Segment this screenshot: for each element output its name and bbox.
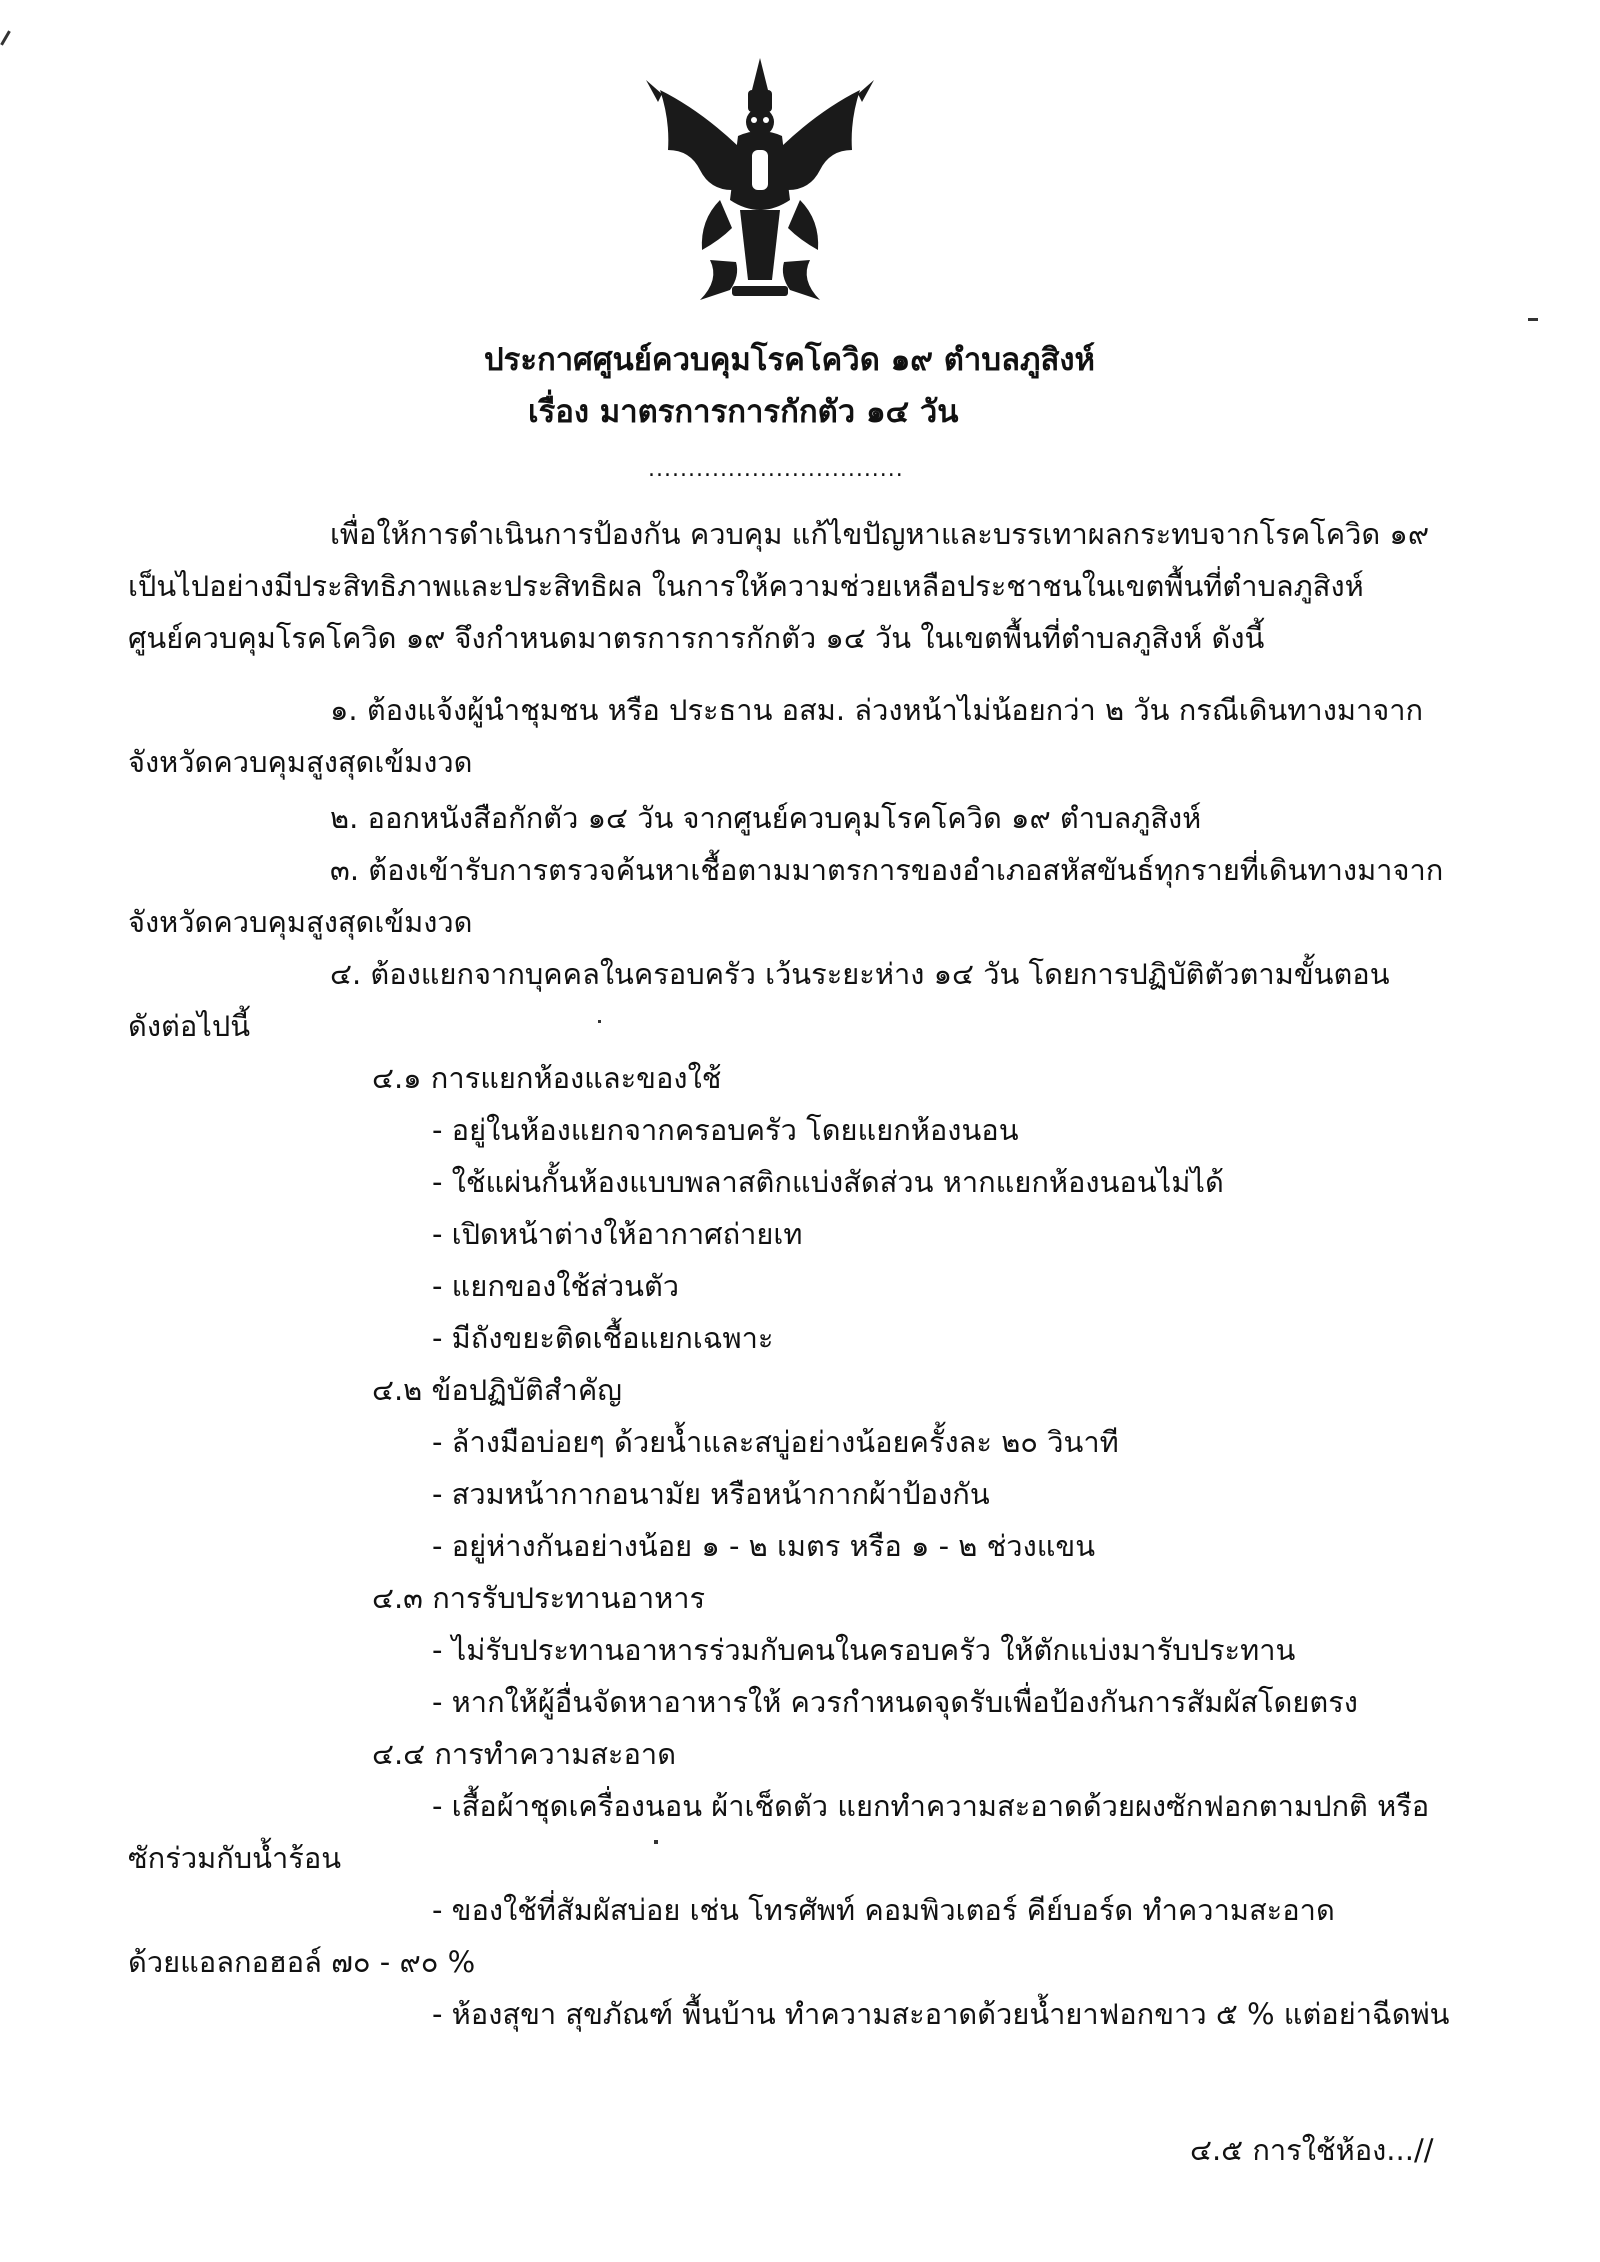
title-separator: ................................ (648, 457, 904, 482)
section-4-3-bullet: - ไม่รับประทานอาหารร่วมกับคนในครอบครัว ให้ตักแบ่งมารับประทาน (432, 1633, 1296, 1667)
item-4-line-1: ๔. ต้องแยกจากบุคคลในครอบครัว เว้นระยะห่าง ๑๔ วัน โดยการปฏิบัติตัวตามขั้นตอน (330, 957, 1390, 991)
scan-speck (654, 1840, 658, 1844)
section-4-4-bullet: - ของใช้ที่สัมผัสบ่อย เช่น โทรศัพท์ คอมพิวเตอร์ คีย์บอร์ด ทำความสะอาด (432, 1893, 1335, 1927)
section-4-1-bullet: - เปิดหน้าต่างให้อากาศถ่ายเท (432, 1217, 803, 1251)
section-4-2-heading: ๔.๒ ข้อปฏิบัติสำคัญ (372, 1373, 622, 1407)
intro-line-1: เพื่อให้การดำเนินการป้องกัน ควบคุม แก้ไขปัญหาและบรรเทาผลกระทบจากโรคโควิด ๑๙ (330, 517, 1430, 551)
item-1-line-1: ๑. ต้องแจ้งผู้นำชุมชน หรือ ประธาน อสม. ล่วงหน้าไม่น้อยกว่า ๒ วัน กรณีเดินทางมาจาก (330, 693, 1424, 727)
section-4-4-bullet-cont: ซักร่วมกับน้ำร้อน (128, 1841, 342, 1875)
scan-speck (1528, 318, 1538, 321)
section-4-1-heading: ๔.๑ การแยกห้องและของใช้ (372, 1061, 722, 1095)
section-4-2-bullet: - อยู่ห่างกันอย่างน้อย ๑ - ๒ เมตร หรือ ๑ - ๒ ช่วงแขน (432, 1529, 1096, 1563)
announcement-subject: เรื่อง มาตรการการกักตัว ๑๔ วัน (528, 394, 959, 430)
page-continuation: ๔.๕ การใช้ห้อง...// (1190, 2133, 1434, 2167)
section-4-2-bullet: - สวมหน้ากากอนามัย หรือหน้ากากผ้าป้องกัน (432, 1477, 990, 1511)
section-4-1-bullet: - อยู่ในห้องแยกจากครอบครัว โดยแยกห้องนอน (432, 1113, 1019, 1147)
item-3-line-2: จังหวัดควบคุมสูงสุดเข้มงวด (128, 905, 473, 939)
item-4-line-2: ดังต่อไปนี้ (128, 1009, 251, 1043)
section-4-4-bullet-cont: ด้วยแอลกอฮอล์ ๗๐ - ๙๐ % (128, 1945, 476, 1979)
section-4-3-heading: ๔.๓ การรับประทานอาหาร (372, 1581, 706, 1615)
section-4-4-bullet: - ห้องสุขา สุขภัณฑ์ พื้นบ้าน ทำความสะอาดด้วยน้ำยาฟอกขาว ๕ % แต่อย่าฉีดพ่น (432, 1997, 1450, 2031)
section-4-2-bullet: - ล้างมือบ่อยๆ ด้วยน้ำและสบู่อย่างน้อยครั้งละ ๒๐ วินาที (432, 1425, 1119, 1459)
scan-speck (598, 1020, 601, 1023)
section-4-3-bullet: - หากให้ผู้อื่นจัดหาอาหารให้ ควรกำหนดจุดรับเพื่อป้องกันการสัมผัสโดยตรง (432, 1685, 1358, 1719)
section-4-1-bullet: - ใช้แผ่นกั้นห้องแบบพลาสติกแบ่งสัดส่วน หากแยกห้องนอนไม่ได้ (432, 1165, 1224, 1199)
item-2: ๒. ออกหนังสือกักตัว ๑๔ วัน จากศูนย์ควบคุมโรคโควิด ๑๙ ตำบลภูสิงห์ (330, 801, 1202, 835)
scan-speck (0, 30, 11, 45)
item-1-line-2: จังหวัดควบคุมสูงสุดเข้มงวด (128, 745, 473, 779)
intro-line-2: เป็นไปอย่างมีประสิทธิภาพและประสิทธิผล ในการให้ความช่วยเหลือประชาชนในเขตพื้นที่ตำบลภูสิงห์ (128, 569, 1364, 603)
section-4-1-bullet: - แยกของใช้ส่วนตัว (432, 1269, 680, 1303)
item-3-line-1: ๓. ต้องเข้ารับการตรวจค้นหาเชื้อตามมาตรการของอำเภอสหัสขันธ์ทุกรายที่เดินทางมาจาก (330, 853, 1444, 887)
garuda-emblem (640, 50, 880, 310)
section-4-4-bullet: - เสื้อผ้าชุดเครื่องนอน ผ้าเช็ดตัว แยกทำความสะอาดด้วยผงซักฟอกตามปกติ หรือ (432, 1789, 1430, 1823)
intro-line-3: ศูนย์ควบคุมโรคโควิด ๑๙ จึงกำหนดมาตรการการกักตัว ๑๔ วัน ในเขตพื้นที่ตำบลภูสิงห์ ดังนี้ (128, 621, 1265, 655)
section-4-1-bullet: - มีถังขยะติดเชื้อแยกเฉพาะ (432, 1321, 774, 1355)
announcement-title: ประกาศศูนย์ควบคุมโรคโควิด ๑๙ ตำบลภูสิงห์ (484, 342, 1095, 378)
section-4-4-heading: ๔.๔ การทำความสะอาด (372, 1737, 677, 1771)
